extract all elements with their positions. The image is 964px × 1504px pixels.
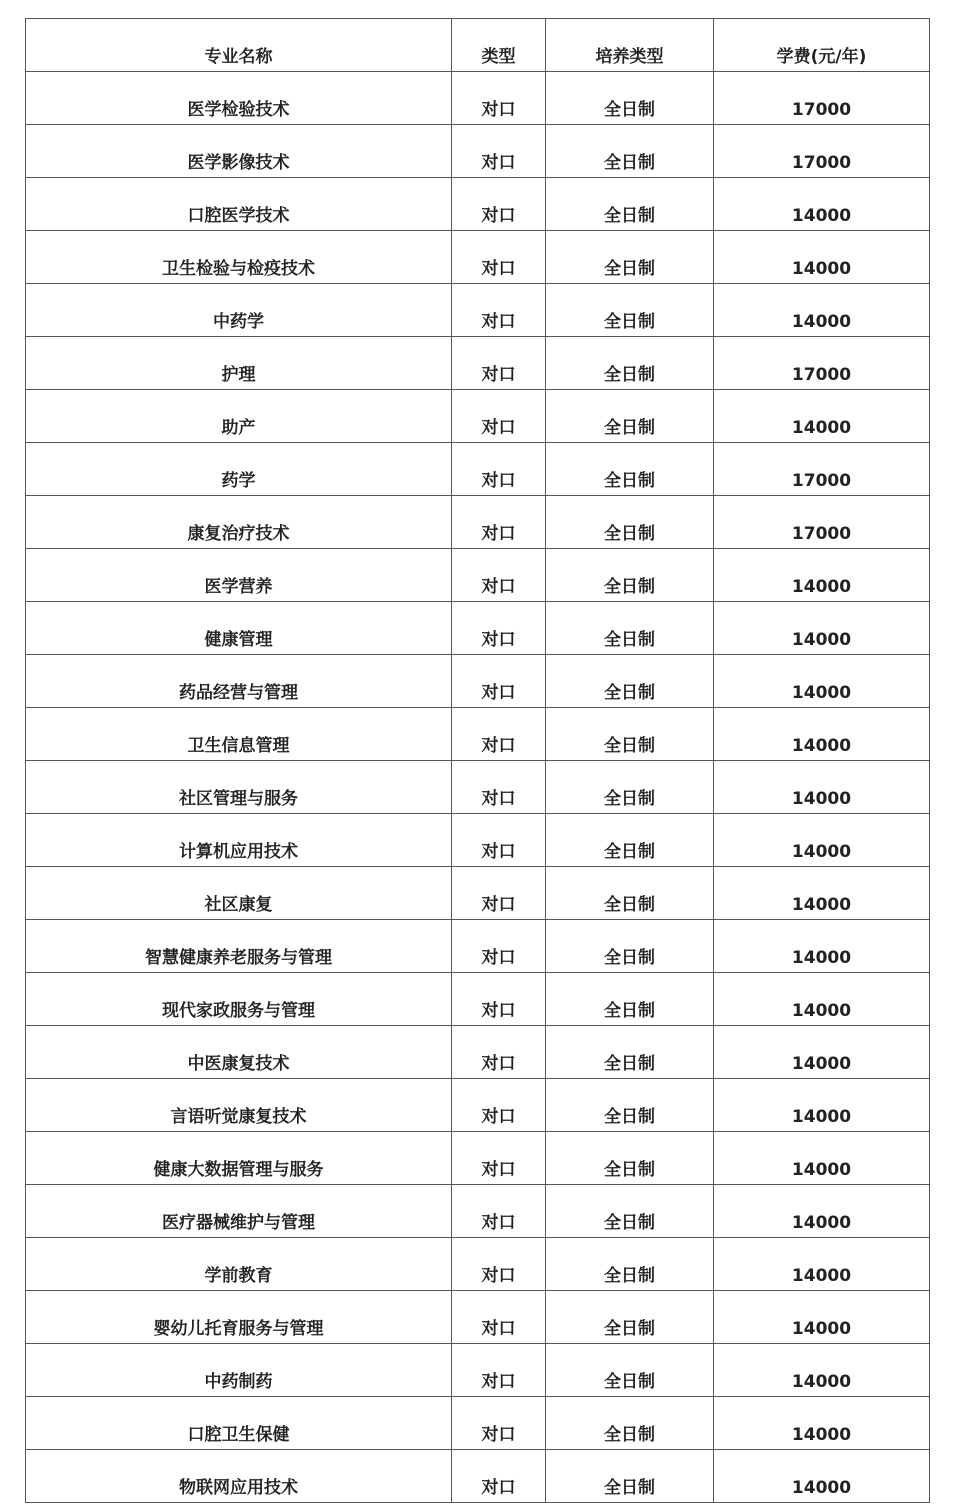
cell-study-mode: 全日制 (546, 549, 714, 602)
cell-type: 对口 (452, 1079, 546, 1132)
cell-type: 对口 (452, 1185, 546, 1238)
cell-major-name: 卫生检验与检疫技术 (26, 231, 452, 284)
table-row (26, 549, 930, 602)
cell-major-name: 护理 (26, 337, 452, 390)
cell-tuition: 14000 (714, 655, 930, 708)
cell-tuition: 14000 (714, 920, 930, 973)
cell-study-mode: 全日制 (546, 1397, 714, 1450)
cell-major-name: 药学 (26, 443, 452, 496)
table-row (26, 231, 930, 284)
cell-study-mode: 全日制 (546, 655, 714, 708)
cell-study-mode: 全日制 (546, 1450, 714, 1503)
cell-type: 对口 (452, 1238, 546, 1291)
table-row (26, 761, 930, 814)
table-header-row (26, 19, 930, 72)
table-row (26, 708, 930, 761)
table-row (26, 1185, 930, 1238)
cell-major-name: 口腔卫生保健 (26, 1397, 452, 1450)
cell-type: 对口 (452, 867, 546, 920)
cell-study-mode: 全日制 (546, 125, 714, 178)
cell-major-name: 物联网应用技术 (26, 1450, 452, 1503)
cell-tuition: 14000 (714, 284, 930, 337)
cell-type: 对口 (452, 125, 546, 178)
cell-type: 对口 (452, 1026, 546, 1079)
cell-tuition: 14000 (714, 1344, 930, 1397)
tuition-table (25, 18, 930, 1503)
table-row (26, 867, 930, 920)
table-row (26, 1132, 930, 1185)
cell-tuition: 14000 (714, 1397, 930, 1450)
header-major-name: 专业名称 (26, 19, 452, 72)
table-row (26, 1397, 930, 1450)
table-row (26, 496, 930, 549)
header-study-mode: 培养类型 (546, 19, 714, 72)
cell-study-mode: 全日制 (546, 72, 714, 125)
cell-tuition: 17000 (714, 125, 930, 178)
cell-type: 对口 (452, 602, 546, 655)
cell-study-mode: 全日制 (546, 1026, 714, 1079)
cell-study-mode: 全日制 (546, 1344, 714, 1397)
table-row (26, 1450, 930, 1503)
cell-type: 对口 (452, 1132, 546, 1185)
cell-study-mode: 全日制 (546, 867, 714, 920)
cell-study-mode: 全日制 (546, 814, 714, 867)
cell-type: 对口 (452, 920, 546, 973)
cell-major-name: 医疗器械维护与管理 (26, 1185, 452, 1238)
tuition-table-container (25, 18, 929, 1503)
cell-major-name: 社区康复 (26, 867, 452, 920)
cell-tuition: 14000 (714, 1450, 930, 1503)
cell-major-name: 计算机应用技术 (26, 814, 452, 867)
table-row (26, 1344, 930, 1397)
cell-study-mode: 全日制 (546, 337, 714, 390)
table-row (26, 1026, 930, 1079)
cell-study-mode: 全日制 (546, 443, 714, 496)
cell-type: 对口 (452, 708, 546, 761)
cell-type: 对口 (452, 814, 546, 867)
cell-study-mode: 全日制 (546, 602, 714, 655)
cell-study-mode: 全日制 (546, 1291, 714, 1344)
cell-study-mode: 全日制 (546, 1185, 714, 1238)
cell-study-mode: 全日制 (546, 284, 714, 337)
table-row (26, 973, 930, 1026)
table-row (26, 284, 930, 337)
cell-major-name: 健康管理 (26, 602, 452, 655)
cell-tuition: 14000 (714, 178, 930, 231)
cell-type: 对口 (452, 549, 546, 602)
cell-tuition: 14000 (714, 708, 930, 761)
table-row (26, 443, 930, 496)
table-row (26, 602, 930, 655)
cell-tuition: 14000 (714, 973, 930, 1026)
cell-major-name: 卫生信息管理 (26, 708, 452, 761)
cell-major-name: 中医康复技术 (26, 1026, 452, 1079)
cell-study-mode: 全日制 (546, 761, 714, 814)
cell-major-name: 药品经营与管理 (26, 655, 452, 708)
cell-major-name: 学前教育 (26, 1238, 452, 1291)
cell-tuition: 17000 (714, 337, 930, 390)
cell-type: 对口 (452, 390, 546, 443)
cell-tuition: 14000 (714, 1185, 930, 1238)
cell-type: 对口 (452, 1344, 546, 1397)
cell-type: 对口 (452, 284, 546, 337)
cell-tuition: 14000 (714, 549, 930, 602)
cell-study-mode: 全日制 (546, 178, 714, 231)
cell-tuition: 14000 (714, 390, 930, 443)
cell-study-mode: 全日制 (546, 1079, 714, 1132)
table-row (26, 178, 930, 231)
cell-type: 对口 (452, 1450, 546, 1503)
cell-study-mode: 全日制 (546, 920, 714, 973)
cell-major-name: 中药制药 (26, 1344, 452, 1397)
cell-major-name: 婴幼儿托育服务与管理 (26, 1291, 452, 1344)
cell-tuition: 14000 (714, 1238, 930, 1291)
cell-tuition: 14000 (714, 1079, 930, 1132)
header-tuition: 学费(元/年) (714, 19, 930, 72)
cell-major-name: 健康大数据管理与服务 (26, 1132, 452, 1185)
cell-tuition: 17000 (714, 496, 930, 549)
table-row (26, 814, 930, 867)
cell-tuition: 14000 (714, 1026, 930, 1079)
cell-major-name: 智慧健康养老服务与管理 (26, 920, 452, 973)
cell-tuition: 17000 (714, 443, 930, 496)
table-row (26, 1079, 930, 1132)
cell-type: 对口 (452, 443, 546, 496)
cell-major-name: 康复治疗技术 (26, 496, 452, 549)
cell-type: 对口 (452, 178, 546, 231)
table-row (26, 1238, 930, 1291)
cell-type: 对口 (452, 1397, 546, 1450)
table-row (26, 920, 930, 973)
cell-type: 对口 (452, 761, 546, 814)
cell-type: 对口 (452, 973, 546, 1026)
cell-type: 对口 (452, 72, 546, 125)
cell-study-mode: 全日制 (546, 231, 714, 284)
table-row (26, 390, 930, 443)
cell-study-mode: 全日制 (546, 1132, 714, 1185)
cell-major-name: 医学检验技术 (26, 72, 452, 125)
cell-type: 对口 (452, 496, 546, 549)
table-row (26, 337, 930, 390)
header-type: 类型 (452, 19, 546, 72)
cell-study-mode: 全日制 (546, 390, 714, 443)
cell-tuition: 14000 (714, 602, 930, 655)
table-row (26, 655, 930, 708)
cell-major-name: 现代家政服务与管理 (26, 973, 452, 1026)
cell-major-name: 社区管理与服务 (26, 761, 452, 814)
cell-tuition: 17000 (714, 72, 930, 125)
cell-tuition: 14000 (714, 867, 930, 920)
cell-tuition: 14000 (714, 761, 930, 814)
cell-major-name: 言语听觉康复技术 (26, 1079, 452, 1132)
cell-type: 对口 (452, 655, 546, 708)
cell-type: 对口 (452, 337, 546, 390)
cell-tuition: 14000 (714, 814, 930, 867)
table-row (26, 125, 930, 178)
cell-study-mode: 全日制 (546, 973, 714, 1026)
cell-study-mode: 全日制 (546, 708, 714, 761)
cell-major-name: 中药学 (26, 284, 452, 337)
cell-tuition: 14000 (714, 1132, 930, 1185)
cell-major-name: 医学影像技术 (26, 125, 452, 178)
cell-major-name: 助产 (26, 390, 452, 443)
cell-type: 对口 (452, 1291, 546, 1344)
cell-tuition: 14000 (714, 1291, 930, 1344)
table-row (26, 1291, 930, 1344)
cell-major-name: 医学营养 (26, 549, 452, 602)
cell-study-mode: 全日制 (546, 496, 714, 549)
table-row (26, 72, 930, 125)
cell-major-name: 口腔医学技术 (26, 178, 452, 231)
table-body (26, 72, 930, 1503)
cell-tuition: 14000 (714, 231, 930, 284)
cell-type: 对口 (452, 231, 546, 284)
cell-study-mode: 全日制 (546, 1238, 714, 1291)
